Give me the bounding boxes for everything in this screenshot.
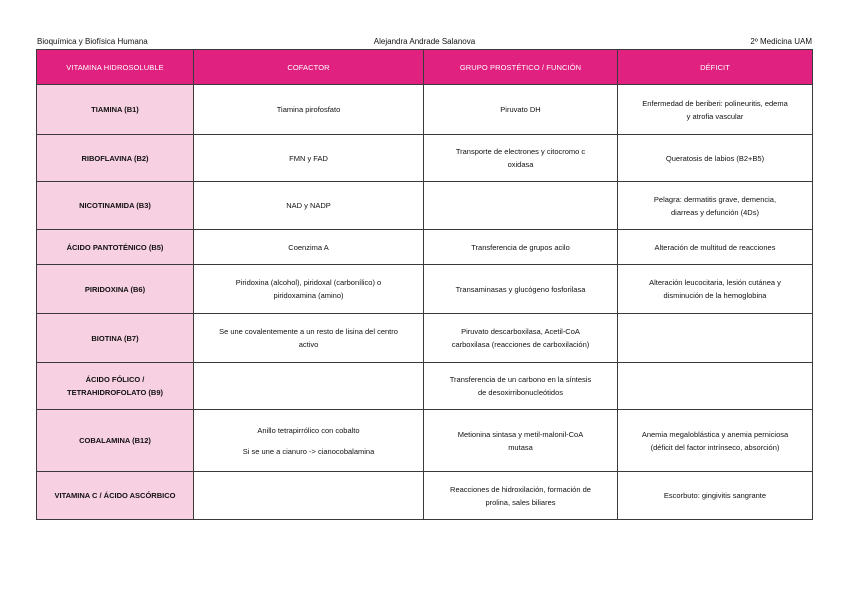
deficit-cell (618, 363, 813, 410)
cell-line: NICOTINAMIDA (B3) (79, 201, 151, 210)
cofactor-cell (194, 182, 424, 230)
cell-line: Enfermedad de beriberi: polineuritis, edema (642, 98, 788, 108)
cell-line: Transferencia de un carbono en la síntesis (449, 375, 592, 384)
deficit-cell (618, 135, 813, 182)
deficit-cell (618, 265, 813, 314)
vitamin-cell (37, 182, 194, 230)
cell-line: Escorbuto: gingivitis sangrante (663, 491, 767, 500)
cofactor-cell (194, 410, 424, 472)
table-row (37, 85, 813, 135)
cell-line: carboxilasa (reacciones de carboxilación) (451, 340, 590, 349)
cofactor-cell (194, 85, 424, 135)
table-row (37, 314, 813, 363)
table-row (37, 230, 813, 265)
deficit-cell (618, 314, 813, 363)
header-row (37, 50, 813, 85)
vitamin-cell (37, 410, 194, 472)
cell-line: Transaminasas y glucógeno fosforilasa (455, 284, 586, 294)
vitamin-cell (37, 314, 194, 363)
cell-line: Piruvato descarboxilasa, Acetil-CoA (461, 327, 580, 336)
author-name: Alejandra Andrade Salanova (373, 37, 476, 46)
table-body (37, 85, 813, 520)
cell-line: NAD y NADP (286, 201, 331, 210)
cofactor-cell (194, 265, 424, 314)
cofactor-cell (194, 230, 424, 265)
vitamin-cell (37, 363, 194, 410)
cell-line: Transferencia de grupos acilo (471, 242, 570, 252)
cell-line: Si se une a cianuro -> cianocobalamina (242, 446, 375, 456)
table-head (37, 50, 813, 85)
table-row (37, 182, 813, 230)
cofactor-cell (194, 363, 424, 410)
cell-line: Pelagra: dermatitis grave, demencia, (653, 194, 777, 204)
page-header (37, 36, 812, 48)
vitamin-cell (37, 230, 194, 265)
column-header-cofactor: COFACTOR (194, 50, 424, 85)
cofactor-cell (194, 472, 424, 520)
table-row (37, 472, 813, 520)
cell-line: Se une covalentemente a un resto de lisina del centro (219, 327, 398, 336)
cell-line: Transporte de electrones y citocromo c (455, 147, 586, 156)
function-cell (424, 314, 618, 363)
cell-line: mutasa (508, 442, 533, 452)
column-header-deficit: DÉFICIT (618, 50, 813, 85)
cell-line: Anillo tetrapirrólico con cobalto (257, 425, 360, 435)
function-cell (424, 230, 618, 265)
cell-line: Alteración de multitud de reacciones (654, 242, 776, 252)
course-title: Bioquímica y Biofísica Humana (37, 37, 148, 46)
cell-line: Piruvato DH (500, 105, 541, 114)
cell-line: ÁCIDO PANTOTÉNICO (B5) (66, 242, 164, 252)
cell-line: piridoxamina (amino) (273, 291, 344, 300)
cell-line: PIRIDOXINA (B6) (84, 284, 146, 294)
deficit-cell (618, 472, 813, 520)
cell-line: RIBOFLAVINA (B2) (81, 153, 149, 163)
function-cell (424, 182, 618, 230)
vitamin-cell (37, 135, 194, 182)
cell-line: Coenzima A (288, 242, 329, 252)
cell-line: ÁCIDO FÓLICO / (85, 375, 145, 384)
cell-line: y atrofia vascular (686, 111, 744, 121)
vitamins-table (36, 49, 813, 520)
cell-line: diarreas y defunción (4Ds) (671, 207, 759, 217)
cell-line: Alteración leucocitaria, lesión cutánea y (649, 278, 781, 287)
cell-line: Anemia megaloblástica y anemia perniciosa (641, 429, 789, 439)
cell-line: FMN y FAD (289, 153, 328, 163)
vitamin-cell (37, 85, 194, 135)
cell-line: Tiamina pirofosfato (276, 105, 341, 114)
function-cell (424, 135, 618, 182)
deficit-cell (618, 410, 813, 472)
function-cell (424, 265, 618, 314)
cell-line: (déficit del factor intrínseco, absorción) (650, 442, 780, 452)
cell-line: de desoxirribonucleótidos (477, 388, 564, 397)
table-row (37, 363, 813, 410)
cell-line: BIOTINA (B7) (91, 333, 139, 343)
function-cell (424, 363, 618, 410)
cell-line: Queratosis de labios (B2+B5) (665, 153, 765, 163)
table-row (37, 410, 813, 472)
cell-line: Reacciones de hidroxilación, formación de (450, 484, 591, 494)
cell-line: COBALAMINA (B12) (79, 436, 151, 445)
cell-line: TIAMINA (B1) (91, 105, 139, 114)
table-row (37, 135, 813, 182)
function-cell (424, 85, 618, 135)
cell-line: oxidasa (507, 160, 534, 169)
course-level: 2º Medicina UAM (750, 37, 812, 46)
cell-line: Metionina sintasa y metil-malonil-CoA (457, 429, 584, 439)
function-cell (424, 472, 618, 520)
table-row (37, 265, 813, 314)
vitamin-cell (37, 265, 194, 314)
cell-line: VITAMINA C / ÁCIDO ASCÓRBICO (54, 491, 176, 500)
column-header-funcion: GRUPO PROSTÉTICO / FUNCIÓN (424, 50, 618, 85)
cell-line: prolina, sales biliares (485, 497, 556, 507)
deficit-cell (618, 230, 813, 265)
cofactor-cell (194, 135, 424, 182)
column-header-vitamina: VITAMINA HIDROSOLUBLE (37, 50, 194, 85)
vitamin-cell (37, 472, 194, 520)
cell-line: activo (298, 340, 319, 349)
cell-line: TETRAHIDROFOLATO (B9) (67, 388, 163, 397)
function-cell (424, 410, 618, 472)
deficit-cell (618, 85, 813, 135)
cell-line: disminución de la hemoglobina (663, 291, 767, 300)
deficit-cell (618, 182, 813, 230)
cofactor-cell (194, 314, 424, 363)
cell-line: Piridoxina (alcohol), piridoxal (carbonílico) o (235, 278, 382, 287)
